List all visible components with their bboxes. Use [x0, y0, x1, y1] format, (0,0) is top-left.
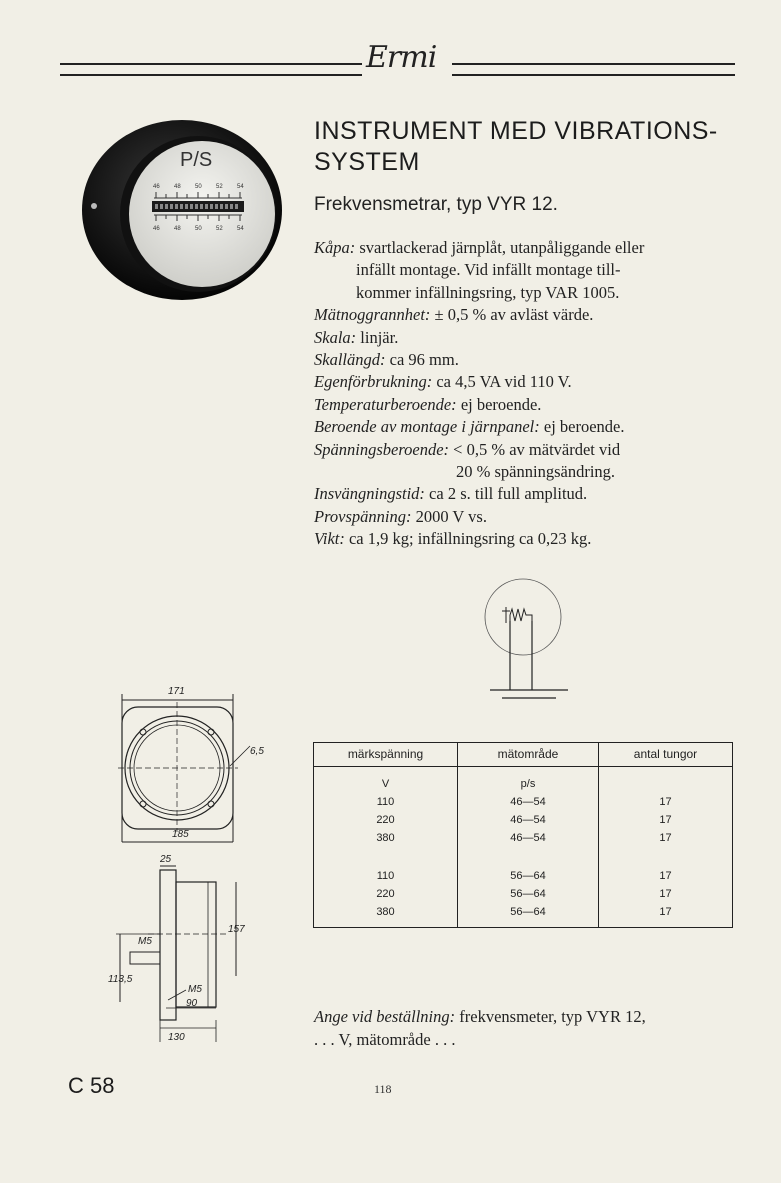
spec-value: svartlackerad järnplåt, utanpåliggande eller — [359, 238, 645, 257]
page-title-line-2: SYSTEM — [314, 148, 420, 176]
table-cell: 56—64 — [458, 903, 599, 928]
header-rule-right — [452, 63, 735, 76]
spec-skallangd — [314, 349, 734, 371]
table-cell: 46—54 — [458, 811, 599, 829]
table-cell: 110 — [314, 867, 458, 885]
table-cell: p/s — [458, 767, 599, 794]
brand-logo: Ermi — [366, 40, 437, 75]
spec-montage — [314, 416, 734, 438]
range-table — [313, 742, 733, 928]
spec-provspanning — [314, 506, 734, 528]
spec-egenforbrukning — [314, 371, 734, 393]
table-cell: 56—64 — [458, 867, 599, 885]
spec-insvangning — [314, 483, 734, 505]
table-cell: 380 — [314, 903, 458, 928]
mounting-screw-icon — [91, 203, 97, 209]
spec-value: linjär. — [360, 327, 399, 347]
table-row — [314, 811, 733, 829]
table-units-row — [314, 767, 733, 794]
page-number: 118 — [374, 1082, 392, 1096]
dim-113-5-label: 113,5 — [108, 974, 133, 985]
spec-label: Vikt: — [314, 529, 345, 549]
order-label: Ange vid beställning: — [314, 1007, 456, 1026]
column-header: märkspänning — [314, 743, 458, 767]
page-title — [314, 116, 734, 178]
table-cell: 17 — [599, 885, 733, 903]
table-cell: 17 — [599, 811, 733, 829]
column-header: mätområde — [458, 743, 599, 767]
spec-label: Skala: — [314, 327, 357, 347]
order-line-1 — [314, 1005, 744, 1028]
spec-value: ca 96 mm. — [389, 350, 459, 370]
table-row — [314, 885, 733, 903]
scale-bottom-48: 48 — [174, 226, 181, 232]
scale-bottom-52: 52 — [216, 226, 223, 232]
table-row — [314, 903, 733, 928]
spec-label: Temperaturberoende: — [314, 394, 457, 414]
spec-value: < 0,5 % av mätvärdet vid — [453, 439, 621, 459]
scale-top-52: 52 — [216, 184, 223, 190]
spec-spanning — [314, 439, 734, 461]
spec-value: ± 0,5 % av avläst värde. — [434, 305, 594, 325]
specifications — [314, 237, 734, 551]
table-cell: V — [314, 767, 458, 794]
table-cell: 220 — [314, 885, 458, 903]
page-title-line-1: INSTRUMENT MED VIBRATIONS- — [314, 117, 718, 145]
spec-value: ej beroende. — [543, 417, 625, 437]
screw-hole-icon — [208, 729, 214, 735]
scale-bottom-50: 50 — [195, 226, 202, 232]
dim-185-label: 185 — [172, 829, 189, 840]
spec-kapa-cont-1: infällt montage. Vid infällt montage till- — [356, 260, 621, 280]
screw-hole-icon — [208, 801, 214, 807]
spec-noggrannhet — [314, 304, 734, 326]
spec-value: ej beroende. — [460, 394, 542, 414]
table-cell: 17 — [599, 793, 733, 811]
header-rule-left — [60, 63, 362, 76]
dimension-drawing-front — [110, 682, 290, 852]
page-code: C 58 — [68, 1073, 115, 1098]
table-row — [314, 793, 733, 811]
table-cell — [599, 767, 733, 794]
screw-hole-icon — [140, 729, 146, 735]
table-cell: 380 — [314, 829, 458, 847]
order-line-2: . . . V, mätområde . . . — [314, 1030, 456, 1049]
dim-157-label: 157 — [228, 924, 245, 935]
table-cell: 46—54 — [458, 829, 599, 847]
dim-90-label: 90 — [186, 998, 198, 1009]
table-cell: 17 — [599, 903, 733, 928]
spec-label: Mätnoggrannhet: — [314, 305, 431, 325]
scale-top-48: 48 — [174, 184, 181, 190]
order-text: frekvensmeter, typ VYR 12, — [459, 1007, 646, 1026]
spec-value: ca 4,5 VA vid 110 V. — [436, 372, 572, 392]
spec-label: Egenförbrukning: — [314, 372, 433, 392]
spec-value: ca 2 s. till full amplitud. — [429, 484, 588, 504]
scale-top-46: 46 — [153, 184, 160, 190]
scale-bottom-54: 54 — [237, 226, 244, 232]
screw-hole-icon — [140, 801, 146, 807]
table-spacer-row — [314, 847, 733, 867]
dim-171-label: 171 — [168, 686, 185, 697]
spec-vikt — [314, 528, 734, 550]
scale-bottom-46: 46 — [153, 226, 160, 232]
table-cell: 56—64 — [458, 885, 599, 903]
table-cell: 110 — [314, 793, 458, 811]
table-row — [314, 867, 733, 885]
spec-kapa — [314, 237, 734, 259]
spec-spanning-cont: 20 % spänningsändring. — [456, 462, 616, 482]
dimension-drawing-side — [108, 852, 258, 1047]
table-header-row — [314, 743, 733, 767]
dim-25-label: 25 — [160, 854, 172, 865]
column-header: antal tungor — [599, 743, 733, 767]
scale-top-50: 50 — [195, 184, 202, 190]
spec-value: ca 1,9 kg; infällningsring ca 0,23 kg. — [348, 529, 592, 549]
dim-6-5-label: 6,5 — [250, 746, 264, 757]
table-cell: 220 — [314, 811, 458, 829]
spec-kapa-cont-2: kommer infällningsring, typ VAR 1005. — [356, 282, 620, 302]
order-note — [314, 1005, 744, 1051]
spec-label: Insvängningstid: — [314, 484, 425, 504]
m5-top-label: M5 — [138, 936, 152, 947]
dim-130-label: 130 — [168, 1032, 185, 1043]
meter-photo — [80, 118, 285, 303]
table-cell: 17 — [599, 867, 733, 885]
m5-bottom-label: M5 — [188, 984, 202, 995]
spec-label: Beroende av montage i järnpanel: — [314, 417, 540, 437]
page-subtitle: Frekvensmetrar, typ VYR 12. — [314, 194, 558, 215]
spec-value: 2000 V vs. — [415, 506, 487, 526]
spec-label: Provspänning: — [314, 506, 412, 526]
circuit-diagram — [472, 575, 577, 710]
table-cell: 46—54 — [458, 793, 599, 811]
spec-skala — [314, 327, 734, 349]
spec-label: Kåpa: — [314, 238, 356, 257]
spec-temperatur — [314, 394, 734, 416]
meter-unit-label: P/S — [180, 149, 213, 171]
spec-label: Skallängd: — [314, 350, 386, 370]
scale-top-54: 54 — [237, 184, 244, 190]
table-row — [314, 829, 733, 847]
table-cell: 17 — [599, 829, 733, 847]
spec-label: Spänningsberoende: — [314, 439, 450, 459]
